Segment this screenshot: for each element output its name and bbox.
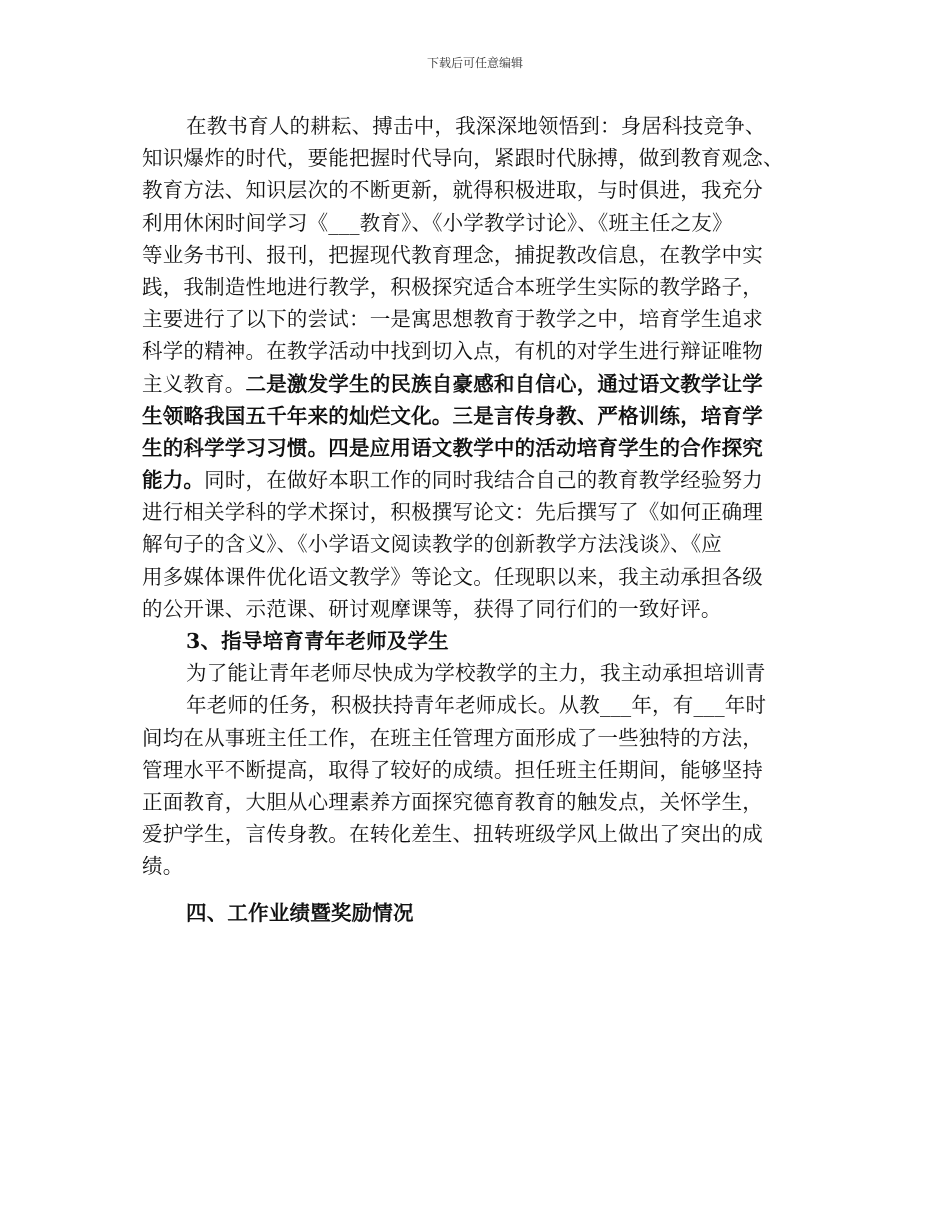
line-text: 正面教育，大胆从心理素养方面探究德育教育的触发点，关怀学生，	[142, 789, 763, 814]
subsection-heading	[142, 625, 812, 657]
line-text: 3、指导培育青年老师及学生	[186, 629, 449, 653]
line-text: 同时，在做好本职工作的同时我结合自己的教育教学经验努力	[204, 468, 764, 493]
line-text: 科学的精神。在教学活动中找到切入点，有机的对学生进行辩证唯物	[142, 339, 763, 364]
text-line	[142, 110, 812, 142]
bold-text: 二是激发学生的民族自豪感和自信心，通过语文教学让学	[245, 371, 763, 396]
text-line	[142, 207, 812, 239]
text-line	[142, 400, 812, 432]
line-text: 年老师的任务，积极扶持青年老师成长。从教___年，有___年时	[186, 693, 767, 718]
bold-text: 能力。	[142, 468, 205, 493]
text-line	[142, 593, 812, 625]
text-line	[142, 689, 812, 721]
line-text: 爱护学生，言传身教。在转化差生、扭转班级学风上做出了突出的成	[142, 822, 763, 847]
text-line	[142, 528, 812, 560]
line-text: 的公开课、示范课、研讨观摩课等，获得了同行们的一致好评。	[142, 596, 722, 621]
line-text: 教育方法、知识层次的不断更新，就得积极进取，与时俱进，我充分	[142, 178, 763, 203]
line-text: 管理水平不断提高，取得了较好的成绩。担任班主任期间，能够坚持	[142, 757, 763, 782]
text-line	[142, 335, 812, 367]
text-line	[142, 786, 812, 818]
text-line	[142, 464, 812, 496]
text-line	[142, 271, 812, 303]
line-text: 间均在从事班主任工作，在班主任管理方面形成了一些独特的方法，	[142, 725, 763, 750]
line-text: 等业务书刊、报刊，把握现代教育理念，捕捉教改信息，在教学中实	[142, 242, 763, 267]
document-body	[142, 110, 812, 929]
text-line	[142, 818, 812, 850]
text-line	[142, 850, 812, 882]
text-line	[142, 368, 812, 400]
paragraph-lines	[142, 110, 812, 883]
text-line	[142, 561, 812, 593]
line-text: 践，我制造性地进行教学，积极探究适合本班学生实际的教学路子，	[142, 274, 763, 299]
line-text: 用多媒体课件优化语文教学》等论文。任现职以来，我主动承担各级	[142, 564, 763, 589]
text-line	[142, 142, 812, 174]
text-line	[142, 303, 812, 335]
line-text: 在教书育人的耕耘、搏击中，我深深地领悟到：身居科技竞争、	[186, 114, 766, 138]
line-text: 为了能让青年老师尽快成为学校教学的主力，我主动承担培训青	[186, 661, 766, 686]
text-line	[142, 657, 812, 689]
section-heading: 四、工作业绩暨奖励情况	[186, 900, 414, 925]
text-line	[142, 432, 812, 464]
line-text: 进行相关学科的学术探讨，积极撰写论文：先后撰写了《如何正确理	[142, 500, 763, 525]
line-text: 主义教育。	[142, 371, 246, 396]
line-text: 利用休闲时间学习《___教育》、《小学教学讨论》、《班主任之友》	[142, 210, 733, 235]
line-text: 知识爆炸的时代，要能把握时代导向，紧跟时代脉搏，做到教育观念、	[142, 146, 784, 171]
text-line	[142, 496, 812, 528]
line-text: 主要进行了以下的尝试：一是寓思想教育于教学之中，培育学生追求	[142, 307, 763, 332]
text-line	[142, 754, 812, 786]
text-line	[142, 239, 812, 271]
page-header: 下载后可任意编辑	[426, 56, 523, 70]
line-text: 解句子的含义》、《小学语文阅读教学的创新教学方法浅谈》、《应	[142, 532, 722, 557]
bold-text: 生的科学学习习惯。四是应用语文教学中的活动培育学生的合作探究	[142, 435, 763, 460]
text-line	[142, 722, 812, 754]
text-line	[142, 174, 812, 206]
bold-text: 生领略我国五千年来的灿烂文化。三是言传身教、严格训练，培育学	[142, 403, 763, 428]
spacer	[142, 883, 812, 897]
line-text: 绩。	[142, 854, 184, 879]
